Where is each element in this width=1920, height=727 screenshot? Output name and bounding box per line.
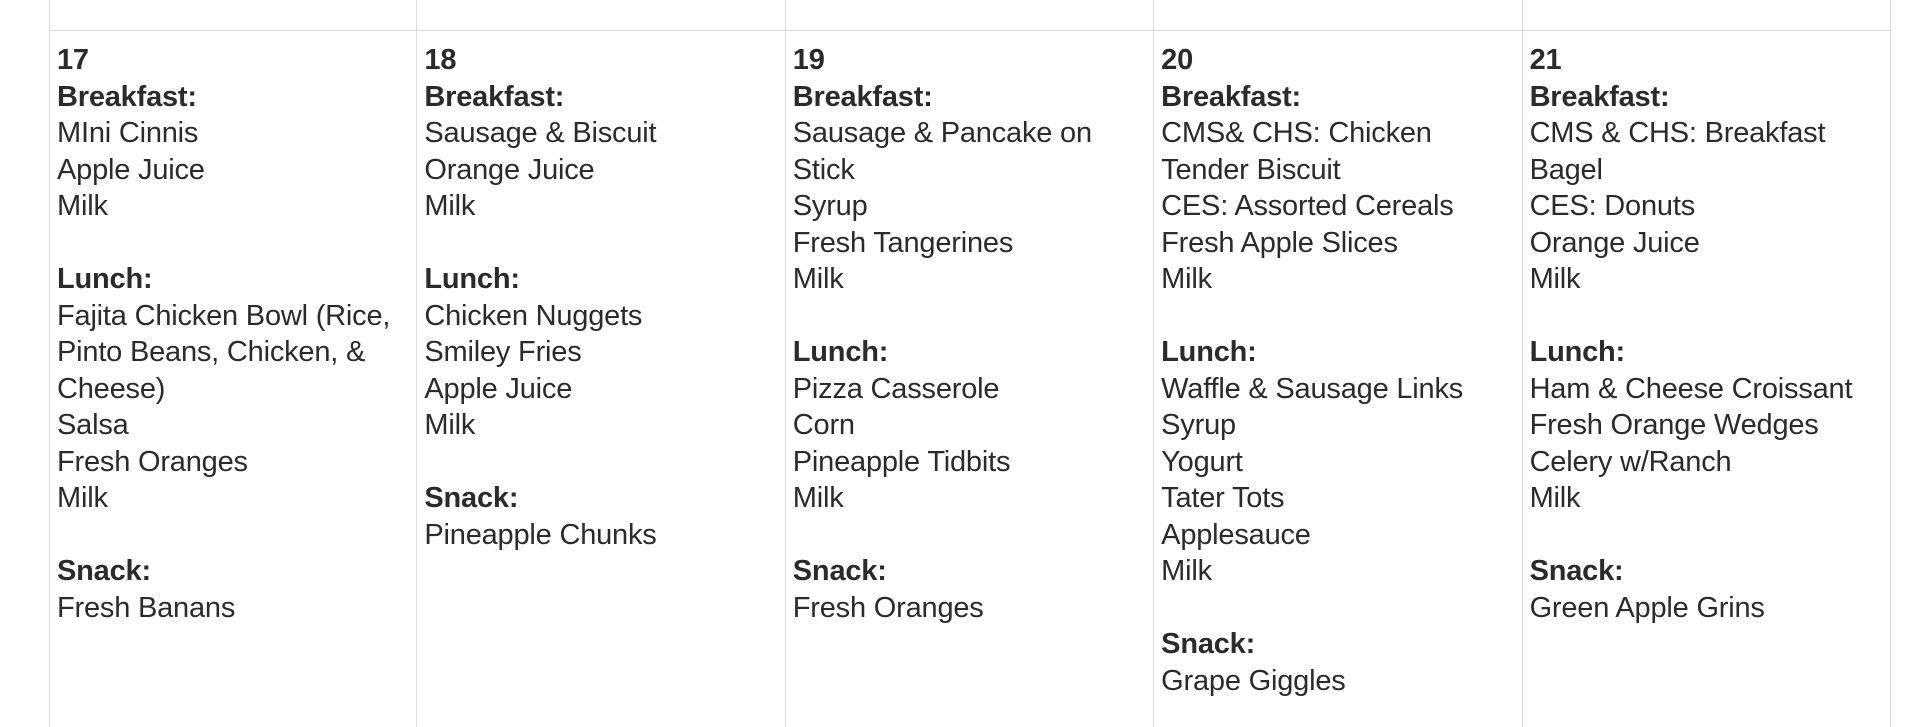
meal-item: Syrup <box>1161 409 1236 441</box>
calendar-day-cell <box>786 31 1154 727</box>
meal-item: Orange Juice <box>424 153 595 186</box>
meal-lunch <box>57 261 416 517</box>
meal-item: Milk <box>792 263 844 295</box>
meal-item: Green Apple Grins <box>1529 591 1765 624</box>
calendar-day-cell <box>417 31 785 727</box>
meal-item: Celery w/Ranch <box>1529 445 1732 478</box>
meal-title: Lunch: <box>424 263 520 295</box>
meal-item: Salsa <box>57 409 129 441</box>
meal-title: Lunch: <box>1161 336 1257 368</box>
meal-title: Lunch: <box>57 263 153 295</box>
meal-lunch <box>424 261 784 444</box>
meal-title: Lunch: <box>792 336 889 368</box>
meal-item: Pineapple Tidbits <box>792 445 1011 478</box>
meal-item: Pizza Casserole <box>792 372 1000 405</box>
meal-title: Snack: <box>1529 555 1624 587</box>
day-menu <box>1154 31 1521 699</box>
meal-item: Milk <box>424 409 476 441</box>
calendar-cell-prev-week <box>786 0 1154 31</box>
meal-item: Milk <box>57 482 108 514</box>
meal-lunch <box>793 334 1153 517</box>
meal-item: Fresh Oranges <box>57 445 248 478</box>
meal-item: Corn <box>792 409 855 441</box>
calendar-cell-prev-week <box>49 0 417 31</box>
meal-item: Apple Juice <box>424 372 573 405</box>
calendar-day-cell <box>49 31 417 727</box>
meal-item: Pineapple Chunks <box>424 518 657 551</box>
meal-item: Milk <box>1529 263 1581 295</box>
meal-item: Sausage & Biscuit <box>424 117 657 149</box>
meal-item: CMS & CHS: Breakfast Bagel <box>1529 117 1826 186</box>
meal-breakfast <box>1530 79 1890 298</box>
meal-title: Snack: <box>424 482 519 514</box>
meal-snack <box>1161 626 1521 699</box>
day-menu <box>1523 31 1890 626</box>
meal-item: CES: Assorted Cereals <box>1161 190 1454 222</box>
day-menu <box>50 31 416 626</box>
meal-item: Smiley Fries <box>424 336 582 368</box>
meal-item: Chicken Nuggets <box>424 299 643 332</box>
meal-lunch <box>1530 334 1890 517</box>
meal-item: Milk <box>792 482 844 514</box>
meal-snack <box>57 553 416 626</box>
meal-title: Breakfast: <box>57 80 197 113</box>
meal-title: Snack: <box>1161 628 1256 660</box>
meal-item: Fajita Chicken Bowl (Rice, Pinto Beans, Chicken, & Cheese) <box>57 299 391 405</box>
meal-snack <box>793 553 1153 626</box>
meal-item: Syrup <box>792 190 868 222</box>
meal-snack <box>424 480 784 553</box>
day-menu <box>786 31 1153 626</box>
day-number: 18 <box>424 44 457 76</box>
menu-calendar <box>49 0 1891 727</box>
meal-lunch <box>1161 334 1521 590</box>
meal-item: Grape Giggles <box>1161 664 1346 697</box>
meal-item: Waffle & Sausage Links <box>1161 372 1464 405</box>
meal-item: Ham & Cheese Croissant <box>1529 372 1853 405</box>
meal-title: Snack: <box>57 555 151 587</box>
meal-item: Apple Juice <box>57 153 205 186</box>
meal-item: Applesauce <box>1161 518 1311 551</box>
meal-title: Snack: <box>792 555 887 587</box>
meal-item: Fresh Banans <box>57 591 236 624</box>
meal-item: MIni Cinnis <box>57 117 199 149</box>
meal-item: Tater Tots <box>1161 482 1285 514</box>
meal-breakfast <box>1161 79 1521 298</box>
meal-title: Lunch: <box>1529 336 1626 368</box>
meal-item: Sausage & Pancake on Stick <box>792 117 1092 186</box>
meal-breakfast <box>793 79 1153 298</box>
meal-item: Fresh Tangerines <box>792 226 1014 259</box>
meal-item: Milk <box>424 190 476 222</box>
calendar-cell-prev-week <box>417 0 785 31</box>
meal-item: Orange Juice <box>1529 226 1700 259</box>
meal-breakfast <box>57 79 416 225</box>
meal-item: CES: Donuts <box>1529 190 1695 222</box>
meal-item: Fresh Apple Slices <box>1161 226 1398 259</box>
calendar-day-cell <box>1523 31 1891 727</box>
day-number: 19 <box>792 44 825 76</box>
meal-item: Yogurt <box>1161 445 1243 478</box>
day-number: 21 <box>1529 44 1562 76</box>
meal-item: Milk <box>1529 482 1581 514</box>
meal-title: Breakfast: <box>424 80 565 113</box>
day-number: 17 <box>57 44 89 76</box>
meal-title: Breakfast: <box>1529 80 1670 113</box>
calendar-day-cell <box>1154 31 1522 727</box>
day-menu <box>417 31 784 553</box>
meal-title: Breakfast: <box>792 80 933 113</box>
meal-breakfast <box>424 79 784 225</box>
calendar-cell-prev-week <box>1154 0 1522 31</box>
meal-item: CMS& CHS: Chicken Tender Biscuit <box>1161 117 1432 186</box>
meal-title: Breakfast: <box>1161 80 1302 113</box>
meal-item: Milk <box>1161 263 1212 295</box>
day-number: 20 <box>1161 44 1194 76</box>
meal-snack <box>1530 553 1890 626</box>
meal-item: Fresh Oranges <box>792 591 984 624</box>
meal-item: Milk <box>57 190 108 222</box>
calendar-cell-prev-week <box>1523 0 1891 31</box>
meal-item: Milk <box>1161 555 1212 587</box>
meal-item: Fresh Orange Wedges <box>1529 409 1819 441</box>
